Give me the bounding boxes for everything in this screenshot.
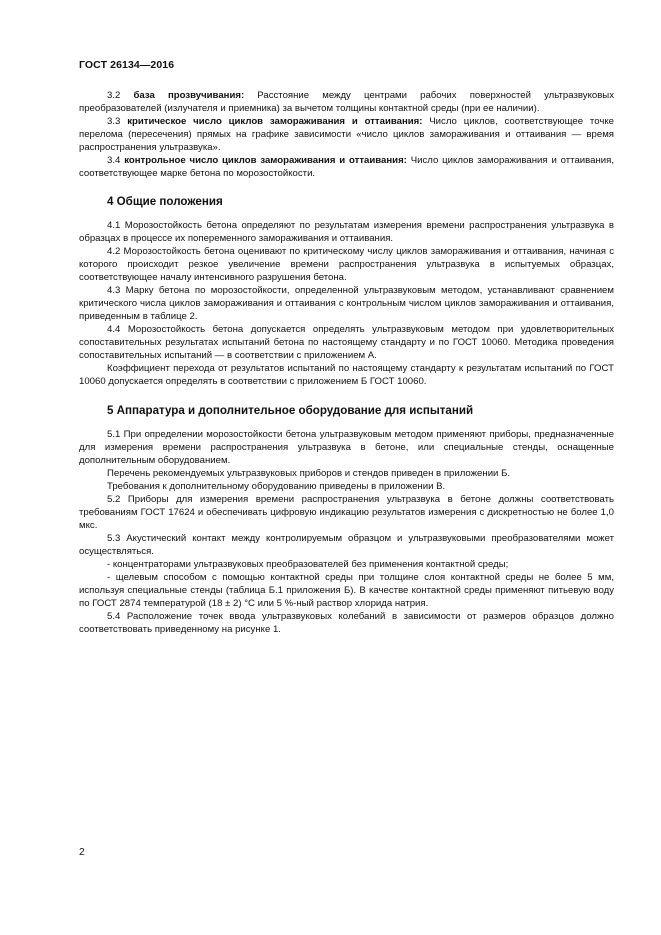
paragraph-4-4-coefficient: Коэффициент перехода от результатов испытаний по настоящему стандарту к результатам испытаний по ГОСТ 10060 допускается определять в соответствии с приложением Б ГОСТ 10060. <box>79 363 614 387</box>
document-body <box>79 89 614 636</box>
definition-term: база прозвучивания: <box>133 90 245 101</box>
paragraph-4-3: 4.3 Марку бетона по морозостойкости, определенной ультразвуковым методом, устанавливают сравнением критического числа циклов замораживания и оттаивания с контрольным числом циклов замораживания и оттаивания, приведенным в таблице 2. <box>79 285 614 322</box>
paragraph-5-1: 5.1 При определении морозостойкости бетона ультразвуковым методом применяют приборы, предназначенные для измерения времени распространения ультразвука в бетоне, или специальные стенды, оснащенные дополнительным оборудованием. <box>79 429 614 466</box>
paragraph-5-3: 5.3 Акустический контакт между контролируемым образцом и ультразвуковыми преобразователями может осуществляться. <box>79 533 614 557</box>
definition-number: 3.3 <box>107 116 121 127</box>
list-item-slit-method: - щелевым способом с помощью контактной среды при толщине слоя контактной среды не более 5 мм, используя специальные стенды (таблица Б.1 приложения Б). В качестве контактной среды применяют питьевую воду по ГОСТ 2874 температурой (18 ± 2) °С или 5 %-ный раствор хлорида натрия. <box>79 572 614 609</box>
definition-text: Расстояние между центрами рабочих поверхностей ультразвуковых преобразователей (излучателя и приемника) за вычетом толщины контактной среды (при ее наличии). <box>79 90 614 114</box>
standard-code-header: ГОСТ 26134—2016 <box>79 59 175 71</box>
definition-text: Число циклов замораживания и оттаивания, соответствующее марке бетона по морозостойкости. <box>79 155 614 179</box>
paragraph-4-2: 4.2 Морозостойкость бетона оценивают по критическому числу циклов замораживания и оттаивания, начиная с которого происходит резкое увеличение времени распространения ультразвука в испытуемых образцах, соответствующее началу интенсивного разрушения бетона. <box>79 246 614 283</box>
definition-term: критическое число циклов замораживания и оттаивания: <box>127 116 423 127</box>
section-4-heading: 4 Общие положения <box>107 195 223 208</box>
definition-number: 3.2 <box>107 90 121 101</box>
paragraph-5-1-requirements: Требования к дополнительному оборудованию приведены в приложении В. <box>107 481 446 492</box>
section-5-heading: 5 Аппаратура и дополнительное оборудование для испытаний <box>107 404 474 417</box>
definition-3-4 <box>79 154 614 180</box>
definition-3-2 <box>79 89 614 115</box>
paragraph-4-4: 4.4 Морозостойкость бетона допускается определять ультразвуковым методом при удовлетворительных сопоставительных результатах испытаний бетона по настоящему стандарту и по ГОСТ 10060. Методика проведения сопоставительных испытаний — в соответствии с приложением А. <box>79 324 614 361</box>
definition-term: контрольное число циклов замораживания и оттаивания: <box>124 155 407 166</box>
definition-text: Число циклов, соответствующее точке перелома (пересечения) прямых на графике зависимости «число циклов замораживания и оттаивания — время распространения ультразвука». <box>79 116 614 153</box>
paragraph-5-4: 5.4 Расположение точек ввода ультразвуковых колебаний в зависимости от размеров образцов должно соответствовать приведенному на рисунке 1. <box>79 611 614 635</box>
paragraph-4-1: 4.1 Морозостойкость бетона определяют по результатам измерения времени распространения ультразвука в образцах в процессе их попеременного замораживания и оттаивания. <box>79 220 614 244</box>
definition-3-3 <box>79 115 614 154</box>
paragraph-5-2: 5.2 Приборы для измерения времени распространения ультразвука в бетоне должны соответствовать требованиям ГОСТ 17624 и обеспечивать цифровую индикацию результатов измерения с дискретностью не более 1,0 мкс. <box>79 494 614 531</box>
list-item-concentrators: - концентраторами ультразвуковых преобразователей без применения контактной среды; <box>107 559 509 570</box>
page-number: 2 <box>79 847 85 858</box>
definition-number: 3.4 <box>107 155 121 166</box>
paragraph-5-1-list: Перечень рекомендуемых ультразвуковых приборов и стендов приведен в приложении Б. <box>107 468 511 479</box>
